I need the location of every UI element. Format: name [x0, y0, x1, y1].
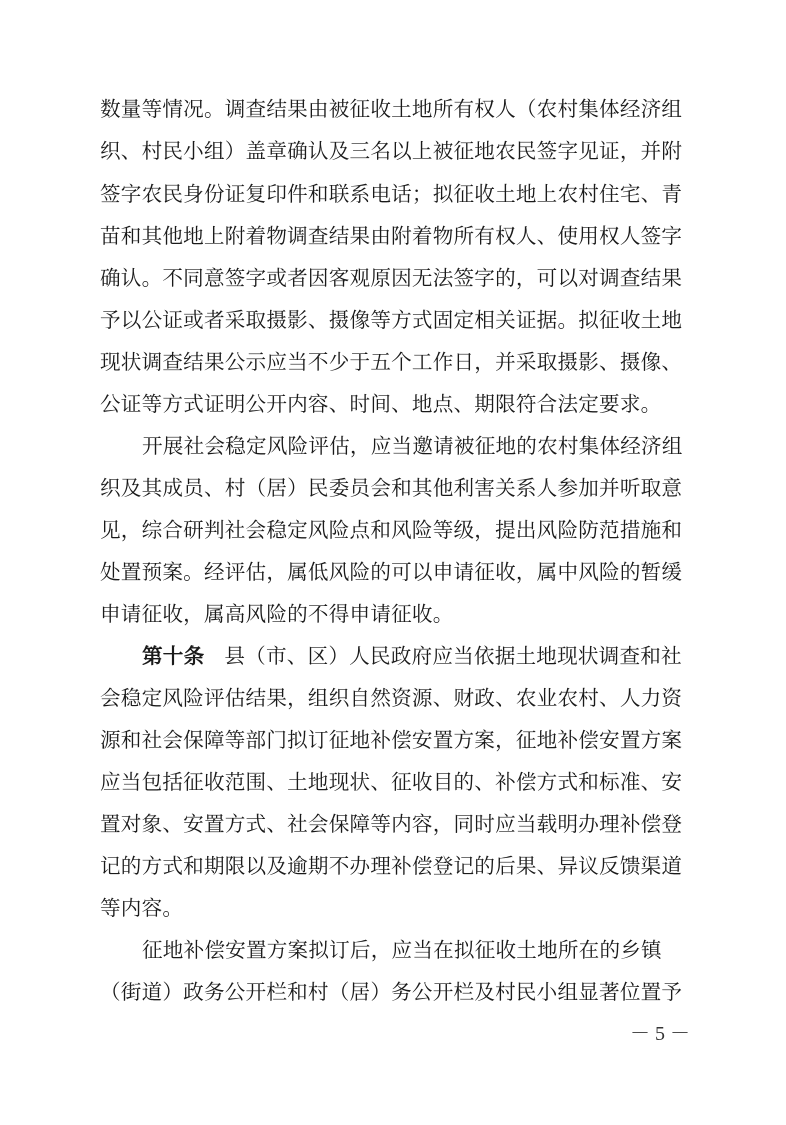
text-line: 会稳定风险评估结果，组织自然资源、财政、农业农村、人力资 — [100, 686, 683, 710]
text-line: 应当包括征收范围、土地现状、征收目的、补偿方式和标准、安 — [100, 770, 683, 794]
page-number: － 5 － — [630, 1023, 690, 1045]
text-line: 苗和其他地上附着物调查结果由附着物所有权人、使用权人签字 — [100, 224, 683, 248]
text-line: 记的方式和期限以及逾期不办理补偿登记的后果、异议反馈渠道 — [100, 854, 683, 878]
text-line: 源和社会保障等部门拟订征地补偿安置方案，征地补偿安置方案 — [100, 728, 683, 752]
text-line: 织及其成员、村（居）民委员会和其他利害关系人参加并听取意 — [100, 476, 683, 500]
text-line: 数量等情况。调查结果由被征收土地所有权人（农村集体经济组 — [100, 97, 683, 121]
text-line: 公证等方式证明公开内容、时间、地点、期限符合法定要求。 — [100, 392, 662, 416]
text-line: 予以公证或者采取摄影、摄像等方式固定相关证据。拟征收土地 — [100, 308, 683, 332]
text-line: 申请征收，属高风险的不得申请征收。 — [100, 602, 454, 626]
article-text: 县（市、区）人民政府应当依据土地现状调查和社 — [224, 644, 682, 668]
text-line: 处置预案。经评估，属低风险的可以申请征收，属中风险的暂缓 — [100, 560, 683, 584]
text-line: （街道）政务公开栏和村（居）务公开栏及村民小组显著位置予 — [100, 980, 683, 1004]
paragraph-start-line: 征地补偿安置方案拟订后，应当在拟征收土地所在的乡镇 — [142, 938, 662, 962]
text-line: 等内容。 — [100, 896, 184, 920]
text-line: 现状调查结果公示应当不少于五个工作日，并采取摄影、摄像、 — [100, 350, 683, 374]
article-label: 第十条 — [142, 644, 205, 668]
text-line: 织、村民小组）盖章确认及三名以上被征地农民签字见证，并附 — [100, 139, 683, 163]
text-line: 确认。不同意签字或者因客观原因无法签字的，可以对调查结果 — [100, 266, 683, 290]
article-heading-line — [142, 642, 690, 670]
text-line: 签字农民身份证复印件和联系电话；拟征收土地上农村住宅、青 — [100, 182, 683, 206]
paragraph-start-line: 开展社会稳定风险评估，应当邀请被征地的农村集体经济组 — [142, 434, 683, 458]
text-line: 见，综合研判社会稳定风险点和风险等级，提出风险防范措施和 — [100, 518, 683, 542]
text-line: 置对象、安置方式、社会保障等内容，同时应当载明办理补偿登 — [100, 812, 683, 836]
